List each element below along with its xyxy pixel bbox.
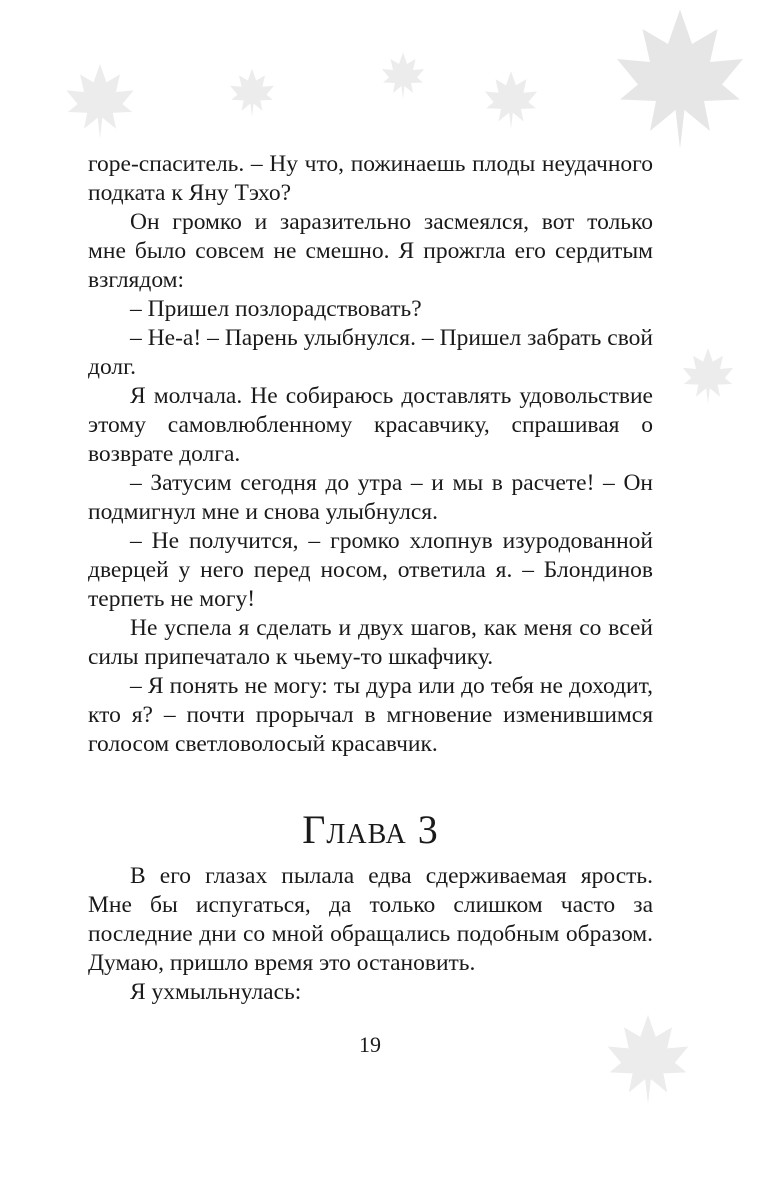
maple-leaf-icon: [600, 2, 760, 152]
paragraph: – Я понять не могу: ты дура или до тебя не доходит, кто я? – почти прорычал в мгновение изменившимся голосом светловолосый красавчик.: [88, 673, 653, 757]
main-text-block: [88, 150, 653, 759]
paragraph: Не успела я сделать и двух шагов, как меня со всей силы припечатало к чьему-то шкафчику.: [88, 615, 653, 670]
paragraph: – Пришел позлорадствовать?: [130, 296, 422, 322]
paragraph: горе-спаситель. – Ну что, пожинаешь плоды неудачного подката к Яну Тэхо?: [88, 151, 653, 206]
paragraph: – Не-а! – Парень улыбнулся. – Пришел забрать свой долг.: [88, 325, 653, 380]
paragraph: – Не получится, – громко хлопнув изуродованной дверцей у него перед носом, ответила я. – Блондинов терпеть не могу!: [88, 528, 653, 612]
paragraph: Он громко и заразительно засмеялся, вот только мне было совсем не смешно. Я прожгла его сердитым взглядом:: [88, 209, 653, 293]
maple-leaf-icon: [600, 1010, 696, 1106]
maple-leaf-icon: [226, 66, 278, 118]
maple-leaf-icon: [378, 50, 428, 100]
chapter-text-block: [88, 862, 653, 1007]
maple-leaf-icon: [480, 68, 542, 130]
maple-leaf-icon: [60, 60, 140, 140]
maple-leaf-icon: [678, 345, 738, 405]
paragraph: Я молчала. Не собираюсь доставлять удовольствие этому самовлюбленному красавчику, спрашивая о возврате долга.: [88, 383, 653, 467]
paragraph: Я ухмыльнулась:: [130, 979, 302, 1005]
page-number: 19: [359, 1032, 381, 1057]
paragraph: В его глазах пылала едва сдерживаемая ярость. Мне бы испугаться, да только слишком часто за последние дни со мной обращались подобным образом. Думаю, пришло время это остановить.: [88, 863, 653, 976]
paragraph: – Затусим сегодня до утра – и мы в расчете! – Он подмигнул мне и снова улыбнулся.: [88, 470, 653, 525]
chapter-title: Глава 3: [302, 807, 439, 852]
